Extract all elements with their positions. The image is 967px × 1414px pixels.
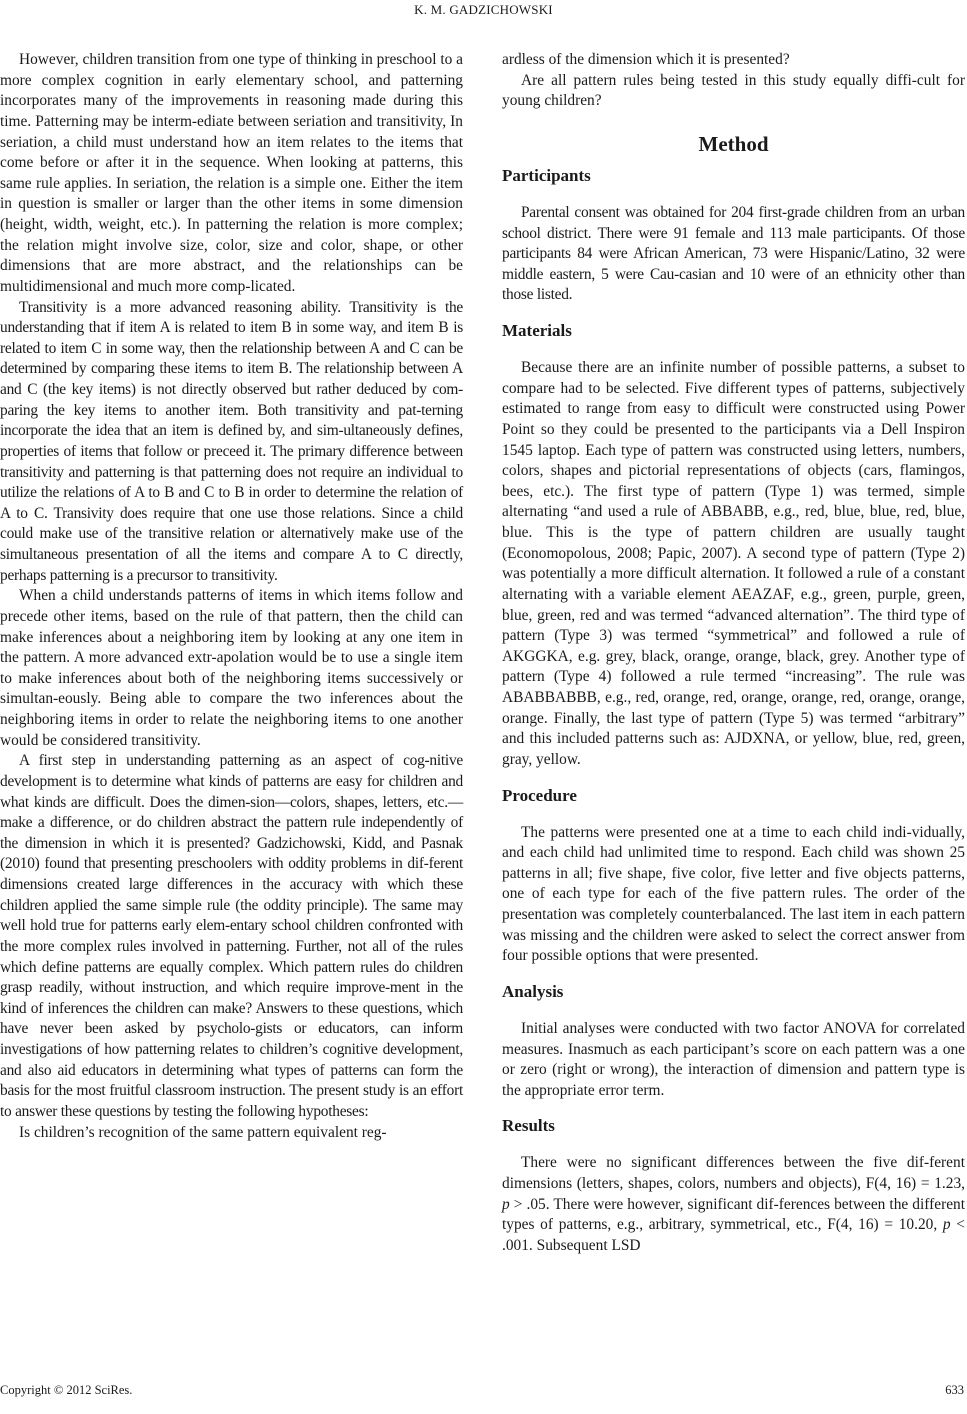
subheading-materials: Materials: [502, 321, 572, 340]
results-text-1: There were no significant differences between the five dif-ferent dimensions (letters, shapes, colors, numbers and objects), F(4, 16) = 1.23,: [502, 1154, 965, 1192]
materials-paragraph: Because there are an infinite number of possible patterns, a subset to compare had to be selected. Five different types of patterns, subjectively estimated to range from easy to difficult were constructed using Power Point so they could be presented to the participants via a Dell Inspiron 1545 laptop. Each type of pattern was constructed using letters, numbers, colors, shapes and pictorial representations of objects (cars, flamingos, bees, etc.). The first type of pattern (Type 1) was termed, simple alternating “and used a rule of ABBABB, e.g., red, blue, blue, red, blue, blue. This is the type of pattern children are usually taught (Economopolous, 2008; Papic, 2007). A second type of pattern (Type 2) was potentially a more difficult alternation. It followed a rule of a constant alternating with a variable element AEAZAF, e.g., green, purple, green, blue, green, red and was termed “advanced alternation”. The third type of pattern (Type 3) was termed “symmetrical” and followed a rule of AKGGKA, e.g. grey, black, orange, orange, black, grey. Another type of pattern (Type 4) followed a rule termed “increasing”. The rule was ABABBABBB, e.g., red, orange, red, orange, orange, red, orange, orange, orange. Finally, the last type of pattern (Type 5) was termed “arbitrary” and this included patterns such as: AJDXNA, or yellow, blue, red, green, gray, yellow.: [502, 359, 965, 768]
left-column: [0, 50, 463, 1143]
p-value-symbol: p: [942, 1216, 951, 1234]
body-paragraph: A first step in understanding patterning as an aspect of cog-nitive development is to determine what kinds of patterns are easy for children and what kinds are difficult. Does the dimen-sion—colors, shapes, letters, etc.—make a difference, or do children abstract the pattern rule independently of the dimension in which it is presented? Gadzichowski, Kidd, and Pasnak (2010) found that presenting preschoolers with oddity problems in dif-ferent dimensions created large differences in the accuracy with which these children applied the same simple rule (the oddity principle). The same may well hold true for patterns early elem-entary school children confronted with the more complex rules involved in patterning. Further, not all of the rules which define patterns are equally complex. Which pattern rules do children grasp readily, without instruction, and which require improve-ment in the kind of inferences the children can make? Answers to these questions, which have never been asked by psycholo-gists or educators, can inform investigations of how patterning relates to children’s cognitive development, and also aid educators in determining what types of patterns can form the basis for the most fruitful classroom instruction. The present study is an effort to answer these questions by testing the following hypotheses:: [0, 752, 463, 1120]
results-paragraph: [502, 1153, 965, 1256]
continued-paragraph: ardless of the dimension which it is presented?: [502, 51, 790, 68]
p-value-symbol: p: [502, 1195, 510, 1213]
body-paragraph: Transitivity is a more advanced reasoning ability. Transitivity is the understanding that if item A is related to item B in some way, and item B is related to item C in some way, then the relationship between A and C can be determined by comparing these items to item B. The relationship between A and C (the key items) is not directly observed but rather deduced by com-paring the key items to another item. Both transitivity and pat-terning incorporate the idea that an item is defined by, and sim-ultaneously defines, properties of items that follow or preceed it. The primary difference between transitivity and patterning is that patterning does not require an individual to utilize the relations of A to B and C to B in order to determine the relation of A to C. Transivity does require that one use those relations. Since a child could make use of the transitive relation or alternatively make use of the simultaneous presentation of all the items and compare A to C directly, perhaps patterning is a precursor to transitivity.: [0, 298, 463, 584]
subheading-participants: Participants: [502, 165, 591, 185]
running-head: K. M. GADZICHOWSKI: [414, 2, 553, 17]
copyright-notice: Copyright © 2012 SciRes.: [0, 1383, 133, 1397]
subheading-procedure: Procedure: [502, 785, 577, 805]
procedure-paragraph: The patterns were presented one at a time to each child indi-vidually, and each child had unlimited time to respond. Each child was shown 25 patterns in all; five shape, five color, five letter and five objects patterns, one of each type for each of the five pattern rules. The order of the presentation was completely counterbalanced. The last item in each pattern was missing and the children were asked to select the correct answer from four possible options that were presented.: [502, 823, 965, 965]
participants-paragraph: Parental consent was obtained for 204 first-grade children from an urban school district. There were 91 female and 113 male participants. Of those participants 84 were African American, 73 were Hispanic/Latino, 32 were middle eastern, 5 were Cau-casian and 10 were of an ethnicity other than those listed.: [502, 203, 965, 304]
page-number: 633: [945, 1383, 964, 1397]
body-paragraph: However, children transition from one type of thinking in preschool to a more complex cognition in early elementary school, and patterning incorporates many of the improvements in reasoning made during this time. Patterning may be interm-ediate between seriation and transitivity, In seriation, a child must understand how an item relates to the items that come before or after it in the sequence. When looking at patterns, this same rule applies. In seriation, the relation is a simple one. Either the item in question is smaller or larger than the other items in some dimension (height, width, weight, etc.). In patterning the relation is more complex; the relation might involve size, color, size and color, shape, or other dimensions that are more abstract, and the relationships can be multidimensional and much more comp-licated.: [0, 51, 463, 295]
right-column: [502, 50, 965, 1257]
subheading-results: Results: [502, 1116, 555, 1136]
results-text-3: < .001. Subsequent LSD: [502, 1216, 965, 1254]
body-paragraph: When a child understands patterns of items in which items follow and precede other items, based on the rule of that pattern, then the child can make inferences about a neighboring item by looking at any one item in the pattern. A more advanced extr-apolation would be to use a single item to make inferences about both of the neighboring items successively or simultan-eously. Being able to compare the two inferences about the neighboring items in order to relate the neighboring items to one another would be considered transitivity.: [0, 587, 463, 749]
results-text-2: > .05. There were however, significant dif-ferences between the different types of patterns, e.g., arbitrary, symmetrical, etc., F(4, 16) = 10.20,: [502, 1195, 965, 1234]
hypothesis-question: Are all pattern rules being tested in this study equally diffi-cult for young children?: [502, 71, 965, 110]
subheading-analysis: Analysis: [502, 981, 564, 1001]
section-title-method: Method: [698, 131, 769, 156]
analysis-paragraph: Initial analyses were conducted with two factor ANOVA for correlated measures. Inasmuch as each participant’s score on each pattern was a one or zero (right or wrong), the interaction of dimension and pattern type is the appropriate error term.: [502, 1019, 965, 1099]
body-paragraph: Is children’s recognition of the same pattern equivalent reg-: [19, 1123, 387, 1141]
